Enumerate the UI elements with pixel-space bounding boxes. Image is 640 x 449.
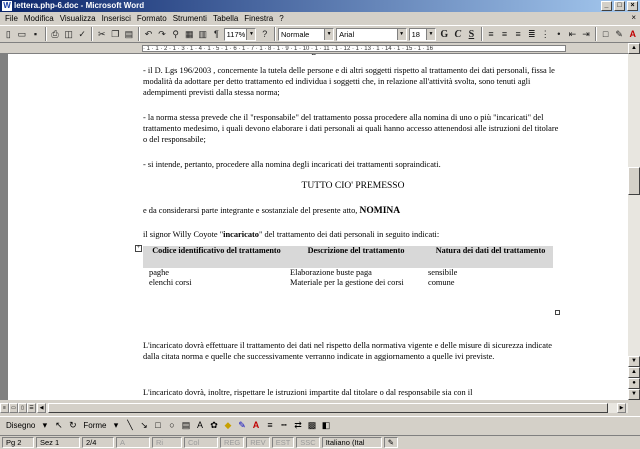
status-col: Col xyxy=(184,437,218,448)
incaricato-pre: il signor Willy Coyote " xyxy=(143,230,224,239)
menu-tabella[interactable]: Tabella xyxy=(212,14,239,23)
header-natura: Natura dei dati del trattamento xyxy=(435,246,546,255)
columns-icon[interactable]: ▥ xyxy=(198,28,208,39)
copy-icon[interactable]: ❐ xyxy=(111,28,120,39)
bold-button[interactable]: G xyxy=(440,28,449,40)
font-color-icon[interactable]: A xyxy=(629,29,636,39)
incaricato-post: " del trattamento dei dati personali in seguito indicati: xyxy=(259,230,440,239)
toolbar-separator xyxy=(274,27,276,41)
status-rec[interactable]: REG xyxy=(220,437,244,448)
chevron-down-icon[interactable]: ▼ xyxy=(324,29,333,40)
cut-icon[interactable]: ✂ xyxy=(97,28,106,39)
align-center-icon[interactable]: ≡ xyxy=(501,29,508,39)
window-title: lettera.php-6.doc - Microsoft Word xyxy=(14,1,145,10)
borders-icon[interactable]: □ xyxy=(602,29,609,39)
document-area xyxy=(0,54,628,400)
shadow-icon[interactable]: ▩ xyxy=(307,419,317,430)
rectangle-icon[interactable]: □ xyxy=(155,420,161,430)
select-browse-object-icon[interactable]: ● xyxy=(628,378,640,389)
align-right-icon[interactable]: ≡ xyxy=(515,29,521,39)
underline-button[interactable]: S xyxy=(468,28,475,40)
standard-formatting-toolbar xyxy=(0,25,640,43)
print-preview-icon[interactable]: ◫ xyxy=(64,28,73,39)
increase-indent-icon[interactable]: ⇥ xyxy=(582,28,590,39)
scroll-up-icon[interactable]: ▲ xyxy=(628,43,640,54)
web-layout-icon[interactable]: ▭ xyxy=(9,403,18,413)
spelling-icon[interactable]: ✓ xyxy=(78,28,86,39)
menu-visualizza[interactable]: Visualizza xyxy=(59,14,96,23)
scroll-down-icon[interactable]: ▼ xyxy=(628,356,640,367)
minimize-button[interactable]: _ xyxy=(601,1,612,11)
table-cell: elenchi corsi xyxy=(149,278,192,287)
document-page[interactable] xyxy=(8,54,628,400)
status-line: Ri xyxy=(152,437,182,448)
menu-bar xyxy=(0,12,640,25)
print-icon[interactable]: ⎙ xyxy=(51,28,59,39)
select-objects-icon[interactable]: ↖ xyxy=(55,419,63,430)
save-icon[interactable]: ▪ xyxy=(33,29,38,39)
show-hide-icon[interactable]: ¶ xyxy=(213,29,219,39)
hyperlink-icon[interactable]: ⚲ xyxy=(172,28,179,39)
paragraph-intende: - si intende, pertanto, procedere alla nomina degli incaricati dei trattamenti sopraindicati. xyxy=(143,160,441,169)
undo-icon[interactable]: ↶ xyxy=(144,28,153,39)
zoom-value: 117% xyxy=(226,29,246,39)
table-resize-handle-icon[interactable] xyxy=(555,310,560,315)
highlight-icon[interactable]: ✎ xyxy=(615,28,623,39)
arrow-icon[interactable]: ↘ xyxy=(140,419,148,430)
align-left-icon[interactable]: ≡ xyxy=(488,29,494,39)
clipart-icon[interactable]: ✿ xyxy=(210,419,218,430)
open-folder-icon[interactable]: ▭ xyxy=(17,28,27,39)
dash-style-icon[interactable]: ┅ xyxy=(281,419,287,430)
status-language: Italiano (Ital xyxy=(322,437,382,448)
word-app-icon[interactable]: W xyxy=(3,1,11,10)
italic-button[interactable]: C xyxy=(454,28,462,40)
paragraph-nomina xyxy=(143,205,563,217)
new-document-icon[interactable]: ▯ xyxy=(5,28,11,39)
font-size-value: 18 xyxy=(411,29,420,39)
status-at: A xyxy=(116,437,150,448)
style-value: Normale xyxy=(281,29,310,39)
fill-color-icon[interactable]: ◆ xyxy=(224,419,232,430)
status-section: Sez 1 xyxy=(36,437,80,448)
horizontal-scroll-thumb[interactable] xyxy=(48,403,608,413)
table-cell: paghe xyxy=(149,268,169,277)
horizontal-ruler[interactable] xyxy=(0,43,628,54)
spelling-status-icon[interactable]: ✎ xyxy=(384,437,398,448)
trattamenti-table xyxy=(143,246,553,288)
font-select[interactable] xyxy=(336,28,406,41)
help-icon[interactable]: ? xyxy=(262,29,268,39)
cut-off-line xyxy=(293,54,413,56)
paragraph-trattamento: L'incaricato dovrà effettuare il trattamento dei dati nel rispetto della normativa vigente e delle misure di sicurezza indicate dalla citata norma e quelle che successivamente verranno indicate in aggiornamento a quelle ivi previste. xyxy=(143,341,552,361)
ruler-scale: · 1 · 1 · 2 · 1 · 3 · 1 · 4 · 1 · 5 · 1 · 6 · 1 · 7 · 1 · 8 · 1 · 9 · 1 · 10 · 1 · 11 · 1 · 12 · 1 · 13 · 1 · 14 · 1 · 15 · 1 · 16 xyxy=(142,45,566,52)
status-rev[interactable]: REV xyxy=(246,437,269,448)
free-rotate-icon[interactable]: ↻ xyxy=(69,419,77,430)
table-cell: sensibile xyxy=(428,268,458,277)
style-select[interactable] xyxy=(278,28,334,41)
status-ext[interactable]: EST xyxy=(272,437,295,448)
incaricato-bold: incaricato xyxy=(223,230,259,239)
toolbar-separator xyxy=(91,27,93,41)
bullets-icon[interactable]: • xyxy=(557,29,561,39)
draw-menu-button[interactable]: Disegno xyxy=(6,420,36,430)
status-ovr[interactable]: SSC xyxy=(296,437,319,448)
next-page-icon[interactable]: ▼ xyxy=(628,389,640,400)
menu-inserisci[interactable]: Inserisci xyxy=(101,14,131,23)
chevron-down-icon[interactable]: ▾ xyxy=(42,419,48,430)
document-close-icon[interactable]: × xyxy=(631,13,636,22)
autoshapes-button[interactable]: Forme xyxy=(83,420,107,430)
outline-view-icon[interactable]: ☰ xyxy=(27,403,36,413)
chevron-down-icon[interactable]: ▼ xyxy=(246,29,255,40)
table-row xyxy=(143,268,553,278)
redo-icon[interactable]: ↷ xyxy=(158,28,166,39)
table-header-row xyxy=(143,246,553,268)
font-value: Arial xyxy=(339,29,355,39)
justify-icon[interactable]: ≣ xyxy=(527,28,536,39)
decrease-indent-icon[interactable]: ⇤ xyxy=(568,28,577,39)
table-row xyxy=(143,278,553,288)
line-icon[interactable]: ╲ xyxy=(127,419,133,430)
paragraph-istruzioni: L'incaricato dovrà, inoltre, rispettare le istruzioni impartite dal titolare o dal responsabile sia con il xyxy=(143,388,473,397)
paragraph-dlgs: - il D. Lgs 196/2003 , concernente la tutela delle persone e di altri soggetti rispetto al trattamento dei dati personali, fissa le modalità da adottare per detto trattamento ed individua i soggetti che, in relazione all'attività svolta, sono tenuti agli adempimenti previsti dalla stessa norma; xyxy=(143,66,555,97)
table-cell: comune xyxy=(428,278,455,287)
chevron-down-icon[interactable]: ▼ xyxy=(426,29,435,40)
table-move-handle-icon[interactable]: + xyxy=(136,245,141,251)
menu-help[interactable]: ? xyxy=(279,14,284,23)
nomina-text: e da considerarsi parte integrante e sostanziale del presente atto, xyxy=(143,206,358,215)
vertical-scrollbar[interactable] xyxy=(628,43,640,400)
chevron-down-icon[interactable]: ▾ xyxy=(113,419,119,430)
header-descrizione: Descrizione del trattamento xyxy=(307,246,405,255)
menu-modifica[interactable]: Modifica xyxy=(23,14,54,23)
horizontal-scrollbar[interactable] xyxy=(0,403,628,413)
arrow-style-icon[interactable]: ⇄ xyxy=(294,419,302,430)
header-codice: Codice identificativo del trattamento xyxy=(152,246,281,255)
toolbar-separator xyxy=(138,27,140,41)
drawing-toolbar xyxy=(0,416,640,433)
text-box-icon[interactable]: ▤ xyxy=(181,419,191,430)
font-size-select[interactable] xyxy=(409,28,436,41)
scroll-left-icon[interactable]: ◀ xyxy=(37,403,46,413)
paste-icon[interactable]: ▤ xyxy=(124,28,134,39)
table-cell: Elaborazione buste paga xyxy=(290,268,372,277)
previous-page-icon[interactable]: ▲ xyxy=(628,367,640,378)
status-page: Pg 2 xyxy=(2,437,34,448)
menu-finestra[interactable]: Finestra xyxy=(244,14,274,23)
scroll-right-icon[interactable]: ▶ xyxy=(617,403,626,413)
line-color-icon[interactable]: ✎ xyxy=(238,419,246,430)
chevron-down-icon[interactable]: ▼ xyxy=(397,29,406,40)
normal-view-icon[interactable]: ≡ xyxy=(0,403,9,413)
menu-file[interactable]: File xyxy=(5,14,18,23)
numbering-icon[interactable]: ⋮ xyxy=(540,28,550,39)
paragraph-norma: - la norma stessa prevede che il "responsabile" del trattamento possa procedere alla nomina di uno o più "incaricati" del trattamento medesimo, i quali devono elaborare i dati personali ai quali hanno accesso attenendosi alle istruzioni del titolare o del responsabile; xyxy=(143,113,559,144)
font-color-icon[interactable]: A xyxy=(252,420,260,430)
wordart-icon[interactable]: A xyxy=(196,420,203,430)
nomina-bold: NOMINA xyxy=(359,206,401,216)
toolbar-separator xyxy=(595,27,597,41)
table-cell: Materiale per la gestione dei corsi xyxy=(290,278,404,287)
premesso-heading: TUTTO CIO' PREMESSO xyxy=(301,181,405,191)
table-icon[interactable]: ▦ xyxy=(184,28,194,39)
status-pages: 2/4 xyxy=(82,437,114,448)
menu-formato[interactable]: Formato xyxy=(136,14,167,23)
oval-icon[interactable]: ○ xyxy=(169,420,175,430)
3d-icon[interactable]: ◧ xyxy=(321,419,331,430)
maximize-button[interactable]: □ xyxy=(614,1,625,11)
toolbar-separator xyxy=(45,27,47,41)
status-bar xyxy=(0,435,640,449)
paragraph-incaricato xyxy=(143,229,563,240)
scroll-thumb[interactable] xyxy=(628,167,640,195)
toolbar-separator xyxy=(481,27,483,41)
print-layout-icon[interactable]: ▯ xyxy=(18,403,27,413)
close-button[interactable]: × xyxy=(627,1,638,11)
line-style-icon[interactable]: ≡ xyxy=(267,420,273,430)
title-bar xyxy=(0,0,640,12)
zoom-select[interactable] xyxy=(224,28,257,41)
menu-strumenti[interactable]: Strumenti xyxy=(172,14,207,23)
